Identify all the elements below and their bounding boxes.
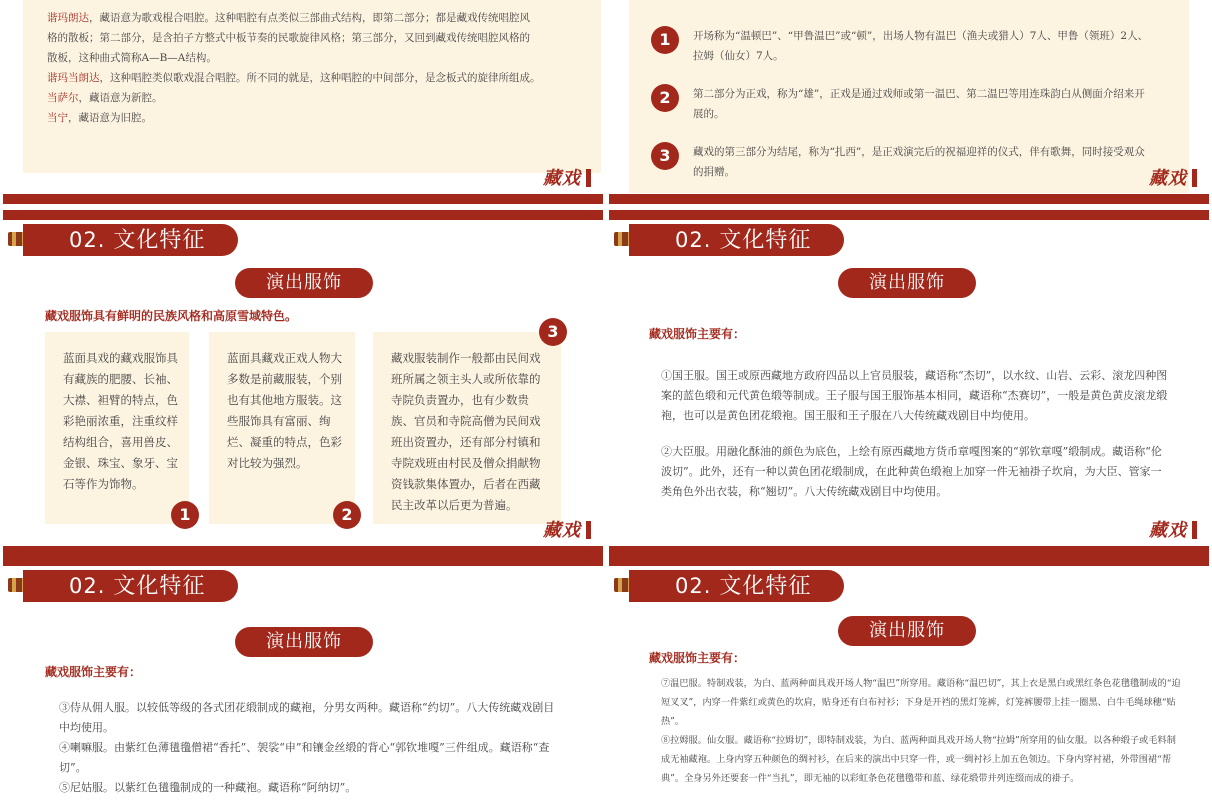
- section-title: 02. 文化特征: [23, 570, 238, 602]
- slide-bottom-right: [609, 556, 1209, 800]
- singing-styles-box: [23, 0, 601, 173]
- brand-logo: 藏戏: [1149, 516, 1197, 542]
- number-badge: 1: [171, 501, 199, 529]
- section-heading: 藏戏服饰具有鲜明的民族风格和高原雪域特色。: [45, 309, 298, 323]
- structure-text: 第二部分为正戏，称为“雄”，正戏是通过戏师或第一温巴、第二温巴等用连珠韵白从侧面介绍来开展的。: [693, 88, 1145, 120]
- top-bar: [609, 210, 1209, 220]
- costume-paragraph: ①国王服。国王或原西藏地方政府四品以上官员服装，藏语称“杰切”，以水纹、山岩、云彩、滚龙四种图案的蓝色缎和元代黄色缎等制成。王子服与国王服饰基本相同，藏语称“杰赛切”，一般是黄色黄皮滚龙缎袍，也可以是黄色团花缎袍。国王服和王子服在八大传统藏戏剧目中均使用。: [661, 369, 1168, 422]
- top-bar: [3, 210, 603, 220]
- section-title: 02. 文化特征: [629, 570, 844, 602]
- subtitle-pill: 演出服饰: [838, 616, 976, 646]
- top-bar: [609, 556, 1209, 566]
- line-3: 散板，这种曲式简称A—B—A结构。: [47, 52, 217, 64]
- costume-paragraph: ③侍从佣人服。以较低等级的各式团花缎制成的藏袍，分男女两种。藏语称“约切”。八大传统藏戏剧目中均使用。: [59, 701, 555, 734]
- bottom-bar: [3, 194, 603, 204]
- line-5: 当萨尔，藏语意为新腔。: [47, 92, 163, 104]
- line-1: 谐玛朗达，藏语意为歌戏棍合唱腔。这种唱腔有点类似三部曲式结构，即第二部分；都是藏戏传统唱腔风: [47, 12, 530, 24]
- subtitle-pill: 演出服饰: [235, 627, 373, 657]
- costume-paragraph: ②大臣服。用融化酥油的颜色为底色，上绘有原西藏地方货币章嘎图案的“郭钦章嘎”缎制成。藏语称“伦波切”。此外，还有一种以黄色团花缎制成，在此种黄色缎袍上加穿一件无袖褂子坎肩，为大臣、管家一类角色外出衣装，称“翘切”。八大传统藏戏剧目中均使用。: [661, 445, 1162, 498]
- card-text: 藏戏服装制作一般都由民间戏班所属之领主头人或所依靠的寺院负责置办，也有少数贵族、官员和寺院高僧为民间戏班出资置办，还有部分村镇和寺院戏班由村民及僧众捐献物资钱款集体置办，后者在西藏民主改革以后更为普遍。: [391, 351, 541, 512]
- slide-middle-left: [3, 210, 603, 556]
- slide-middle-right: [609, 210, 1209, 556]
- number-badge: 3: [539, 318, 567, 346]
- card-text: 蓝面具藏戏正戏人物大多数是前藏服装，个别也有其他地方服装。这些服饰具有富丽、绚烂、凝重的特点，色彩对比较为强烈。: [227, 351, 342, 470]
- subtitle-pill: 演出服饰: [838, 268, 976, 298]
- costume-paragraph: ⑤尼姑服。以紫红色氆氇制成的一种藏袍。藏语称“阿纳切”。: [59, 781, 357, 794]
- number-badge: 2: [651, 84, 679, 112]
- section-heading: 藏戏服饰主要有：: [45, 665, 142, 679]
- structure-item: [651, 26, 1171, 66]
- brand-logo: 藏戏: [1149, 164, 1197, 190]
- slide-top-right: [609, 0, 1209, 204]
- number-badge: 1: [651, 26, 679, 54]
- slide-bottom-left: [3, 556, 603, 800]
- number-badge: 3: [651, 142, 679, 170]
- slide-top-left: [3, 0, 603, 204]
- structure-text: 开场称为“温顿巴”、“甲鲁温巴”或“顿”，出场人物有温巴（渔夫或猎人）7人、甲鲁（领班）2人、拉姆（仙女）7人。: [693, 30, 1149, 62]
- card-text: 蓝面具戏的藏戏服饰具有藏族的肥腰、长袖、大襟、袒臂的特点，色彩艳丽浓重，注重纹样结构组合，喜用兽皮、金银、珠宝、象牙、宝石等作为饰物。: [63, 351, 178, 491]
- bottom-bar: [609, 546, 1209, 556]
- line-4: 谐玛当朗达，这种唱腔类似歌戏混合唱腔。所不同的就是，这种唱腔的中间部分，是念板式的旋律所组成。: [47, 72, 541, 84]
- section-heading: 藏戏服饰主要有：: [649, 327, 746, 341]
- brand-logo: 藏戏: [543, 164, 591, 190]
- section-title: 02. 文化特征: [23, 224, 238, 256]
- bottom-bar: [3, 546, 603, 556]
- costume-paragraph: ④喇嘛服。由紫红色薄氆氇僧裙“香托”、袈裟“申”和镶金丝缎的背心“郭钦堆嘎”三件组成。藏语称“查切”。: [59, 741, 550, 774]
- costume-paragraph: ⑧拉姆服。仙女服。藏语称“拉姆切”，即特制戏装，为白、蓝两种面具戏开场人物“拉姆”所穿用的仙女服。以各种缎子或毛料制成无袖藏袍。上身内穿五种颜色的绸衬衫，在后来的演出中只穿一件，或一绸衬衫上加五色领边。下身内穿衬裙，外带围裙“帮典”。全身另外还要套一件“当扎”，即无袖的以彩虹条色花氆氇带和蓝、绿花缎带并列连缀而成的褂子。: [661, 735, 1176, 784]
- section-heading: 藏戏服饰主要有：: [649, 651, 746, 665]
- feature-card: [373, 332, 561, 524]
- bottom-bar: [609, 194, 1209, 204]
- section-title: 02. 文化特征: [629, 224, 844, 256]
- line-6: 当宁，藏语意为旧腔。: [47, 112, 152, 124]
- structure-box: [629, 0, 1189, 193]
- subtitle-pill: 演出服饰: [235, 268, 373, 298]
- structure-item: [651, 84, 1171, 124]
- brand-logo: 藏戏: [543, 516, 591, 542]
- costume-paragraph: ⑦温巴服。特制戏装，为白、蓝两种面具戏开场人物“温巴”所穿用。藏语称“温巴切”，其上衣是黑白或黑红条色花氆氇制成的“迫短叉叉”，内穿一件紫红或黄色的坎肩，贴身还有白布衬衫；下身是开裆的黑灯笼裤，灯笼裤腰带上挂一圈黑、白牛毛绳球穗“贴热”。: [661, 678, 1181, 727]
- feature-card: [209, 332, 355, 524]
- number-badge: 2: [333, 501, 361, 529]
- top-bar: [3, 556, 603, 566]
- structure-text: 藏戏的第三部分为结尾，称为“扎西”，是正戏演完后的祝福迎祥的仪式，伴有歌舞，同时接受观众的捐赠。: [693, 146, 1145, 178]
- structure-item: [651, 142, 1171, 182]
- feature-card: [45, 332, 189, 524]
- line-2: 格的散板；第二部分，是含拍子方整式中板节奏的民歌旋律风格；第三部分，又回到藏戏传统唱腔风格的: [47, 32, 530, 44]
